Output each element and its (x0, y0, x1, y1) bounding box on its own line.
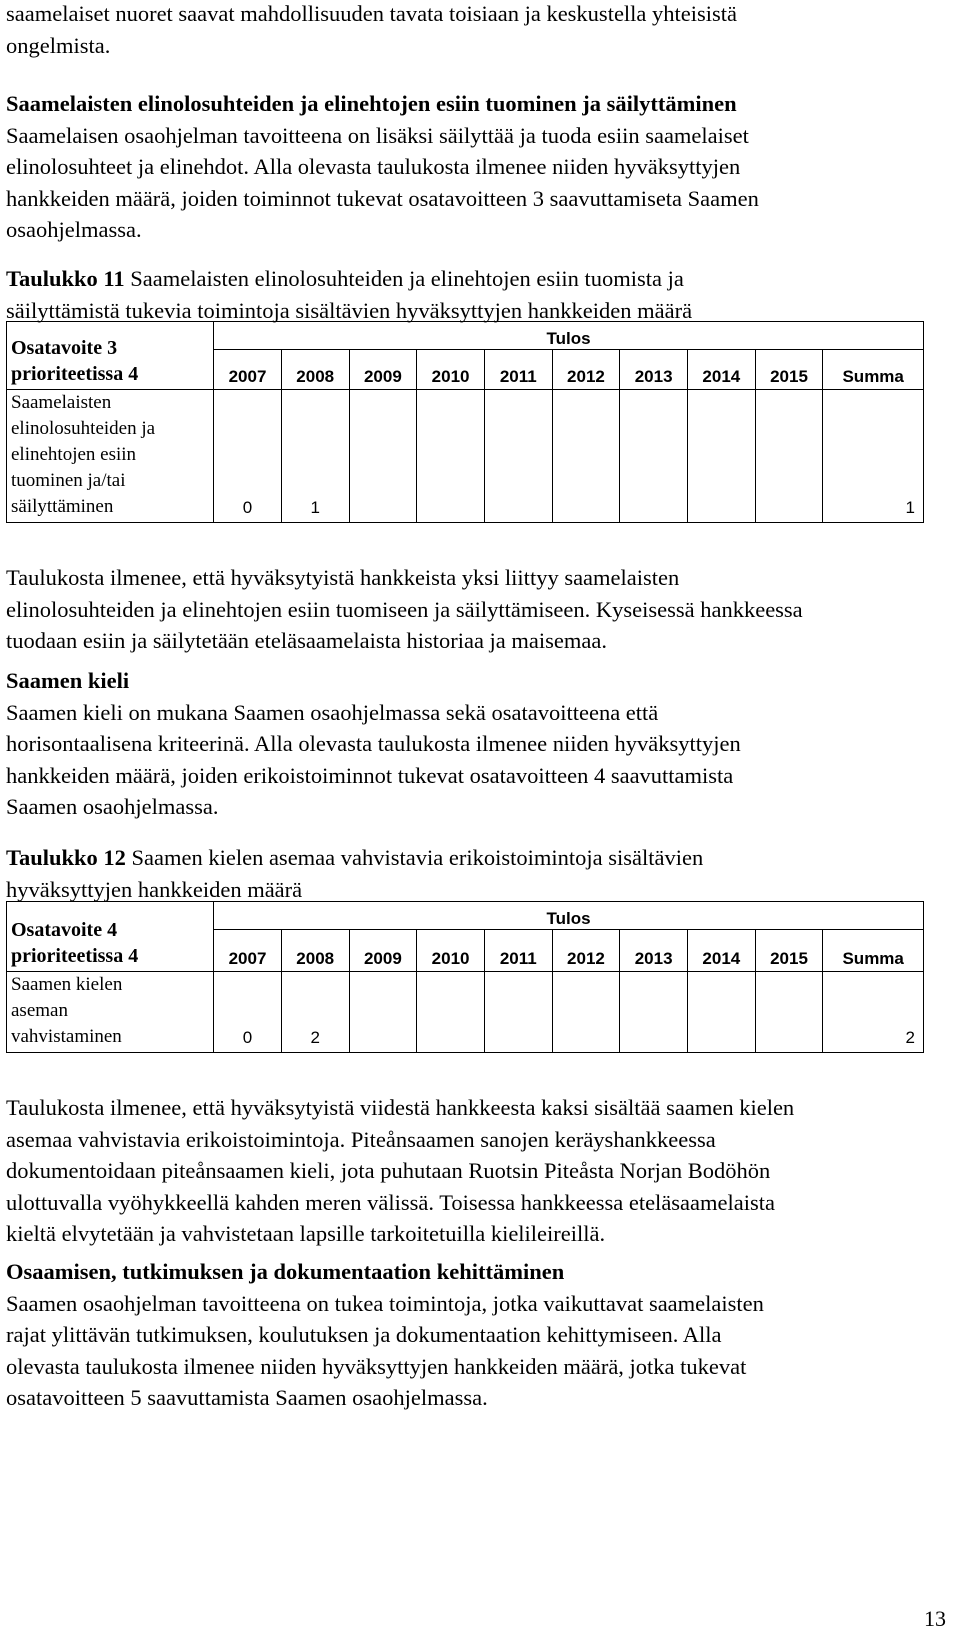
row-label-line: elinolosuhteiden ja (11, 418, 156, 439)
table-cell (484, 390, 552, 523)
text-line: elinolosuhteiden ja elinehtojen esiin tuomiseen ja säilyttämiseen. Kyseisessä hankkeessa (6, 596, 803, 622)
row-label-line: Saamelaisten (11, 392, 112, 413)
row-label-line: Saamen kielen (11, 974, 123, 995)
year-header: 2012 (552, 350, 620, 390)
table-cell: 1 (281, 390, 349, 523)
tulos-header: Tulos (214, 902, 924, 930)
paragraph-table-11-summary (6, 562, 936, 657)
table-12 (6, 901, 924, 1053)
table-12-caption (6, 842, 936, 905)
year-header: 2010 (417, 930, 485, 972)
year-header: 2007 (214, 930, 282, 972)
table-cell (620, 390, 688, 523)
table-cell: 2 (281, 972, 349, 1053)
text-line: rajat ylittävän tutkimuksen, koulutuksen ja dokumentaation kehittymiseen. Alla (6, 1322, 722, 1347)
text-line: hankkeiden määrä, joiden erikoistoiminnot tukevat osatavoitteen 4 saavuttamista (6, 762, 734, 788)
text-line: Saamen osaohjelman tavoitteena on tukea toimintoja, jotka vaikuttavat saamelaisten (6, 1290, 764, 1316)
table-header-cell (7, 322, 214, 390)
text-line: osatavoitteen 5 saavuttamista Saamen osaohjelmassa. (6, 1385, 488, 1410)
text-line: osaohjelmassa. (6, 217, 142, 242)
section-saamen-kieli (6, 665, 936, 823)
year-header: 2011 (484, 350, 552, 390)
caption-label: Taulukko 12 (6, 845, 126, 870)
row-label-line: tuominen ja/tai (11, 470, 126, 491)
year-header: 2009 (349, 350, 417, 390)
year-header: 2011 (484, 930, 552, 972)
year-header: 2012 (552, 930, 620, 972)
text-line: horisontaalisena kriteerinä. Alla olevasta taulukosta ilmenee niiden hyväksyttyjen (6, 731, 741, 756)
row-label-line: aseman (11, 1000, 68, 1021)
table-cell (349, 972, 417, 1053)
page-number: 13 (924, 1606, 946, 1631)
table-header-cell (7, 902, 214, 972)
tulos-header: Tulos (214, 322, 924, 350)
summa-header: Summa (823, 930, 924, 972)
table-head-line: prioriteetissa 4 (11, 945, 139, 967)
table-cell (417, 390, 485, 523)
year-header: 2014 (687, 350, 755, 390)
table-cell (687, 390, 755, 523)
text-line: hankkeiden määrä, joiden toiminnot tukevat osatavoitteen 3 saavuttamiseta Saamen (6, 185, 759, 211)
year-header: 2015 (755, 350, 823, 390)
table-cell (552, 390, 620, 523)
text-line: Saamen osaohjelmassa. (6, 794, 219, 819)
text-line: asemaa vahvistavia erikoistoimintoja. Piteånsaamen sanojen keräyshankkeessa (6, 1126, 716, 1152)
table-head-line: Osatavoite 3 (11, 337, 118, 359)
text-line: Taulukosta ilmenee, että hyväksytyistä viidestä hankkeesta kaksi sisältää saamen kielen (6, 1095, 795, 1120)
year-header: 2008 (281, 350, 349, 390)
table-row-label (7, 972, 214, 1053)
text-line: dokumentoidaan piteånsaamen kieli, jota puhutaan Ruotsin Piteåsta Norjan Bodöhön (6, 1158, 771, 1183)
section-elinolosuhteet (6, 88, 936, 246)
caption-label: Taulukko 11 (6, 266, 125, 291)
text-line: olevasta taulukosta ilmenee niiden hyväksyttyjen hankkeiden määrä, jotka tukevat (6, 1353, 747, 1379)
table-cell: 0 (214, 972, 282, 1053)
row-label-line: elinehtojen esiin (11, 444, 137, 465)
table-cell (620, 972, 688, 1053)
table-11 (6, 321, 924, 523)
section-osaaminen (6, 1256, 936, 1414)
year-header: 2007 (214, 350, 282, 390)
text-line: elinolosuhteet ja elinehdot. Alla olevasta taulukosta ilmenee niiden hyväksyttyjen (6, 154, 741, 179)
text-line: ongelmista. (6, 32, 111, 58)
text-line: ulottuvalla vyöhykkeellä kahden meren välissä. Toisessa hankkeessa eteläsaamelaista (6, 1189, 775, 1215)
table-cell (687, 972, 755, 1053)
year-header: 2010 (417, 350, 485, 390)
table-cell (552, 972, 620, 1053)
paragraph-intro (6, 0, 936, 61)
table-head-line: Osatavoite 4 (11, 919, 118, 941)
paragraph-table-12-summary (6, 1092, 936, 1250)
table-cell (755, 972, 823, 1053)
caption-text: Saamen kielen asemaa vahvistavia erikoistoimintoja sisältävien (125, 845, 704, 870)
text-line: kieltä elvytetään ja vahvistetaan lapsille tarkoitetuilla kielileireillä. (6, 1221, 606, 1246)
year-header: 2008 (281, 930, 349, 972)
row-label-line: vahvistaminen (11, 1026, 122, 1047)
text-line: tuodaan esiin ja säilytetään eteläsaamelaista historiaa ja maisemaa. (6, 628, 607, 653)
table-sum-cell: 2 (823, 972, 924, 1053)
text-line: Saamelaisen osaohjelman tavoitteena on lisäksi säilyttää ja tuoda esiin saamelaiset (6, 122, 749, 148)
table-row-label (7, 390, 214, 523)
caption-text: hyväksyttyjen hankkeiden määrä (6, 876, 303, 902)
caption-text: Saamelaisten elinolosuhteiden ja elinehtojen esiin tuomista ja (124, 266, 684, 291)
text-line: Saamen kieli on mukana Saamen osaohjelmassa sekä osatavoitteena että (6, 699, 659, 725)
summa-header: Summa (823, 350, 924, 390)
year-header: 2009 (349, 930, 417, 972)
year-header: 2015 (755, 930, 823, 972)
year-header: 2014 (687, 930, 755, 972)
text-line: saamelaiset nuoret saavat mahdollisuuden tavata toisiaan ja keskustella yhteisistä (6, 1, 738, 26)
table-cell (484, 972, 552, 1053)
section-heading: Saamen kieli (6, 668, 130, 693)
table-sum-cell: 1 (823, 390, 924, 523)
table-11-caption (6, 263, 936, 326)
row-label-line: säilyttäminen (11, 496, 114, 517)
table-head-line: prioriteetissa 4 (11, 363, 139, 385)
year-header: 2013 (620, 930, 688, 972)
text-line: Taulukosta ilmenee, että hyväksytyistä hankkeista yksi liittyy saamelaisten (6, 565, 680, 590)
year-header: 2013 (620, 350, 688, 390)
section-heading: Saamelaisten elinolosuhteiden ja elinehtojen esiin tuominen ja säilyttäminen (6, 91, 737, 116)
caption-text: säilyttämistä tukevia toimintoja sisältävien hyväksyttyjen hankkeiden määrä (6, 297, 693, 323)
table-cell (417, 972, 485, 1053)
table-cell (349, 390, 417, 523)
table-cell: 0 (214, 390, 282, 523)
section-heading: Osaamisen, tutkimuksen ja dokumentaation kehittäminen (6, 1259, 565, 1284)
table-cell (755, 390, 823, 523)
